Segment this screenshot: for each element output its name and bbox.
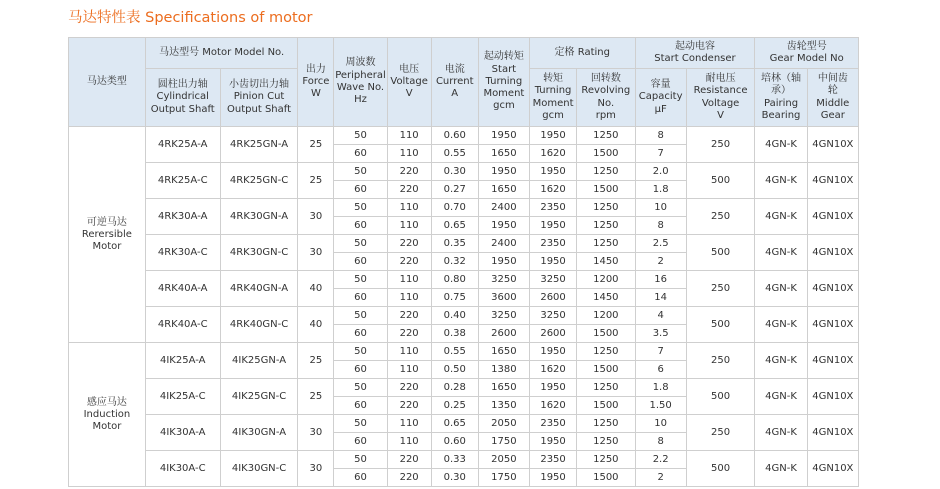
current-value: 0.50 xyxy=(431,361,478,379)
turning-moment-value: 1950 xyxy=(530,253,577,271)
start-moment-value: 1750 xyxy=(478,433,529,451)
table-row xyxy=(69,343,859,361)
turning-moment-value: 1620 xyxy=(530,181,577,199)
start-moment-value: 2050 xyxy=(478,415,529,433)
current-value: 0.25 xyxy=(431,397,478,415)
start-moment-value: 1950 xyxy=(478,163,529,181)
table-header xyxy=(69,38,859,127)
turning-moment-value: 2350 xyxy=(530,451,577,469)
current-value: 0.55 xyxy=(431,343,478,361)
start-moment-value: 3250 xyxy=(478,271,529,289)
wave-value: 60 xyxy=(334,253,387,271)
current-value: 0.28 xyxy=(431,379,478,397)
current-value: 0.65 xyxy=(431,217,478,235)
table-row xyxy=(69,271,859,289)
cylindrical-model: 4RK40A-A xyxy=(145,271,220,307)
revolving-value: 1250 xyxy=(577,415,635,433)
resistance-voltage-value: 250 xyxy=(686,127,755,163)
current-value: 0.33 xyxy=(431,451,478,469)
resistance-voltage-value: 500 xyxy=(686,307,755,343)
wave-value: 50 xyxy=(334,163,387,181)
turning-moment-value: 1950 xyxy=(530,433,577,451)
turning-moment-value: 3250 xyxy=(530,307,577,325)
voltage-value: 220 xyxy=(387,307,431,325)
revolving-value: 1200 xyxy=(577,271,635,289)
start-moment-value: 1650 xyxy=(478,343,529,361)
start-moment-value: 1650 xyxy=(478,145,529,163)
pairing-bearing-value: 4GN-K xyxy=(755,451,807,487)
voltage-value: 220 xyxy=(387,163,431,181)
resistance-voltage-value: 500 xyxy=(686,451,755,487)
voltage-value: 220 xyxy=(387,325,431,343)
turning-moment-value: 1620 xyxy=(530,397,577,415)
voltage-value: 110 xyxy=(387,415,431,433)
voltage-value: 220 xyxy=(387,253,431,271)
start-moment-value: 1350 xyxy=(478,397,529,415)
start-moment-value: 3600 xyxy=(478,289,529,307)
motor-type-label: 感应马达 Induction Motor xyxy=(69,343,146,487)
turning-moment-value: 1950 xyxy=(530,217,577,235)
capacity-value: 1.8 xyxy=(635,379,686,397)
wave-value: 60 xyxy=(334,325,387,343)
capacity-value: 1.8 xyxy=(635,181,686,199)
current-value: 0.40 xyxy=(431,307,478,325)
header-wave: 周波数 Peripheral Wave No. Hz xyxy=(334,38,387,127)
voltage-value: 110 xyxy=(387,199,431,217)
voltage-value: 110 xyxy=(387,343,431,361)
middle-gear-value: 4GN10X xyxy=(807,235,858,271)
wave-value: 50 xyxy=(334,415,387,433)
header-pairing-bearing: 培林（轴 承） Pairing Bearing xyxy=(755,69,807,127)
header-start-moment: 起动转矩 Start Turning Moment gcm xyxy=(478,38,529,127)
header-force: 出力 Force W xyxy=(298,38,334,127)
current-value: 0.35 xyxy=(431,235,478,253)
start-moment-value: 2400 xyxy=(478,235,529,253)
force-value: 40 xyxy=(298,271,334,307)
pairing-bearing-value: 4GN-K xyxy=(755,343,807,379)
table-row xyxy=(69,379,859,397)
capacity-value: 2 xyxy=(635,469,686,487)
pinion-model: 4IK25GN-C xyxy=(220,379,298,415)
spec-table xyxy=(68,37,859,487)
start-moment-value: 1950 xyxy=(478,127,529,145)
resistance-voltage-value: 250 xyxy=(686,199,755,235)
capacity-value: 6 xyxy=(635,361,686,379)
force-value: 25 xyxy=(298,343,334,379)
header-rating: 定格 Rating xyxy=(530,38,636,69)
voltage-value: 110 xyxy=(387,289,431,307)
capacity-value: 10 xyxy=(635,415,686,433)
pairing-bearing-value: 4GN-K xyxy=(755,271,807,307)
revolving-value: 1500 xyxy=(577,181,635,199)
pinion-model: 4RK30GN-C xyxy=(220,235,298,271)
current-value: 0.80 xyxy=(431,271,478,289)
table-row xyxy=(69,451,859,469)
start-moment-value: 3250 xyxy=(478,307,529,325)
current-value: 0.55 xyxy=(431,145,478,163)
middle-gear-value: 4GN10X xyxy=(807,271,858,307)
capacity-value: 2.2 xyxy=(635,451,686,469)
start-moment-value: 1950 xyxy=(478,253,529,271)
resistance-voltage-value: 250 xyxy=(686,343,755,379)
voltage-value: 220 xyxy=(387,451,431,469)
resistance-voltage-value: 500 xyxy=(686,235,755,271)
capacity-value: 7 xyxy=(635,145,686,163)
wave-value: 60 xyxy=(334,397,387,415)
header-pinion-shaft: 小齿切出力轴 Pinion Cut Output Shaft xyxy=(220,69,298,127)
revolving-value: 1500 xyxy=(577,361,635,379)
table-row xyxy=(69,199,859,217)
turning-moment-value: 1620 xyxy=(530,361,577,379)
wave-value: 50 xyxy=(334,451,387,469)
wave-value: 50 xyxy=(334,271,387,289)
start-moment-value: 1650 xyxy=(478,181,529,199)
current-value: 0.30 xyxy=(431,163,478,181)
middle-gear-value: 4GN10X xyxy=(807,379,858,415)
capacity-value: 8 xyxy=(635,433,686,451)
turning-moment-value: 3250 xyxy=(530,271,577,289)
middle-gear-value: 4GN10X xyxy=(807,199,858,235)
force-value: 30 xyxy=(298,451,334,487)
pairing-bearing-value: 4GN-K xyxy=(755,415,807,451)
turning-moment-value: 1950 xyxy=(530,163,577,181)
pinion-model: 4IK30GN-C xyxy=(220,451,298,487)
pinion-model: 4RK40GN-A xyxy=(220,271,298,307)
table-row xyxy=(69,235,859,253)
cylindrical-model: 4IK30A-A xyxy=(145,415,220,451)
current-value: 0.38 xyxy=(431,325,478,343)
start-moment-value: 1750 xyxy=(478,469,529,487)
cylindrical-model: 4IK30A-C xyxy=(145,451,220,487)
force-value: 25 xyxy=(298,379,334,415)
cylindrical-model: 4RK25A-C xyxy=(145,163,220,199)
start-moment-value: 2050 xyxy=(478,451,529,469)
start-moment-value: 2600 xyxy=(478,325,529,343)
turning-moment-value: 2600 xyxy=(530,289,577,307)
table-row xyxy=(69,307,859,325)
turning-moment-value: 1950 xyxy=(530,469,577,487)
wave-value: 50 xyxy=(334,199,387,217)
header-middle-gear: 中间齿 轮 Middle Gear xyxy=(807,69,858,127)
capacity-value: 4 xyxy=(635,307,686,325)
revolving-value: 1250 xyxy=(577,199,635,217)
capacity-value: 3.5 xyxy=(635,325,686,343)
header-revolving: 回转数 Revolving No. rpm xyxy=(577,69,635,127)
capacity-value: 8 xyxy=(635,127,686,145)
voltage-value: 110 xyxy=(387,127,431,145)
revolving-value: 1200 xyxy=(577,307,635,325)
middle-gear-value: 4GN10X xyxy=(807,415,858,451)
middle-gear-value: 4GN10X xyxy=(807,307,858,343)
header-cylindrical-shaft: 圆柱出力轴 Cylindrical Output Shaft xyxy=(145,69,220,127)
resistance-voltage-value: 250 xyxy=(686,271,755,307)
voltage-value: 220 xyxy=(387,235,431,253)
cylindrical-model: 4IK25A-A xyxy=(145,343,220,379)
cylindrical-model: 4IK25A-C xyxy=(145,379,220,415)
cylindrical-model: 4RK30A-A xyxy=(145,199,220,235)
capacity-value: 2.0 xyxy=(635,163,686,181)
revolving-value: 1250 xyxy=(577,235,635,253)
cylindrical-model: 4RK25A-A xyxy=(145,127,220,163)
revolving-value: 1500 xyxy=(577,397,635,415)
turning-moment-value: 1950 xyxy=(530,379,577,397)
wave-value: 60 xyxy=(334,469,387,487)
wave-value: 60 xyxy=(334,145,387,163)
table-row xyxy=(69,163,859,181)
revolving-value: 1450 xyxy=(577,253,635,271)
pinion-model: 4RK25GN-A xyxy=(220,127,298,163)
force-value: 30 xyxy=(298,235,334,271)
header-current: 电流 Current A xyxy=(431,38,478,127)
middle-gear-value: 4GN10X xyxy=(807,127,858,163)
header-voltage: 电压 Voltage V xyxy=(387,38,431,127)
current-value: 0.32 xyxy=(431,253,478,271)
wave-value: 60 xyxy=(334,361,387,379)
pairing-bearing-value: 4GN-K xyxy=(755,199,807,235)
voltage-value: 110 xyxy=(387,271,431,289)
current-value: 0.70 xyxy=(431,199,478,217)
revolving-value: 1250 xyxy=(577,163,635,181)
wave-value: 50 xyxy=(334,127,387,145)
start-moment-value: 1950 xyxy=(478,217,529,235)
wave-value: 60 xyxy=(334,289,387,307)
pinion-model: 4RK30GN-A xyxy=(220,199,298,235)
header-motor-model: 马达型号 Motor Model No. xyxy=(145,38,298,69)
header-resistance-voltage: 耐电压 Resistance Voltage V xyxy=(686,69,755,127)
force-value: 30 xyxy=(298,415,334,451)
header-motor-type: 马达类型 xyxy=(69,38,146,127)
current-value: 0.60 xyxy=(431,433,478,451)
revolving-value: 1250 xyxy=(577,217,635,235)
cylindrical-model: 4RK30A-C xyxy=(145,235,220,271)
middle-gear-value: 4GN10X xyxy=(807,451,858,487)
pairing-bearing-value: 4GN-K xyxy=(755,235,807,271)
voltage-value: 110 xyxy=(387,217,431,235)
force-value: 25 xyxy=(298,127,334,163)
turning-moment-value: 2600 xyxy=(530,325,577,343)
pinion-model: 4RK25GN-C xyxy=(220,163,298,199)
revolving-value: 1250 xyxy=(577,451,635,469)
voltage-value: 110 xyxy=(387,145,431,163)
page-title: 马达特性表 Specifications of motor xyxy=(68,10,313,26)
capacity-value: 16 xyxy=(635,271,686,289)
current-value: 0.30 xyxy=(431,469,478,487)
voltage-value: 220 xyxy=(387,469,431,487)
start-moment-value: 1650 xyxy=(478,379,529,397)
revolving-value: 1250 xyxy=(577,343,635,361)
pinion-model: 4IK30GN-A xyxy=(220,415,298,451)
revolving-value: 1500 xyxy=(577,145,635,163)
wave-value: 60 xyxy=(334,217,387,235)
revolving-value: 1250 xyxy=(577,433,635,451)
wave-value: 60 xyxy=(334,433,387,451)
voltage-value: 220 xyxy=(387,397,431,415)
table-row xyxy=(69,127,859,145)
turning-moment-value: 2350 xyxy=(530,199,577,217)
force-value: 40 xyxy=(298,307,334,343)
resistance-voltage-value: 500 xyxy=(686,379,755,415)
start-moment-value: 1380 xyxy=(478,361,529,379)
wave-value: 50 xyxy=(334,235,387,253)
capacity-value: 14 xyxy=(635,289,686,307)
motor-type-label: 可逆马达 Rerersible Motor xyxy=(69,127,146,343)
turning-moment-value: 2350 xyxy=(530,235,577,253)
pairing-bearing-value: 4GN-K xyxy=(755,379,807,415)
table-body xyxy=(69,127,859,487)
wave-value: 50 xyxy=(334,379,387,397)
force-value: 30 xyxy=(298,199,334,235)
revolving-value: 1500 xyxy=(577,325,635,343)
turning-moment-value: 2350 xyxy=(530,415,577,433)
turning-moment-value: 1620 xyxy=(530,145,577,163)
turning-moment-value: 1950 xyxy=(530,127,577,145)
capacity-value: 2 xyxy=(635,253,686,271)
wave-value: 60 xyxy=(334,181,387,199)
middle-gear-value: 4GN10X xyxy=(807,163,858,199)
current-value: 0.60 xyxy=(431,127,478,145)
turning-moment-value: 1950 xyxy=(530,343,577,361)
voltage-value: 220 xyxy=(387,181,431,199)
pairing-bearing-value: 4GN-K xyxy=(755,127,807,163)
force-value: 25 xyxy=(298,163,334,199)
header-gear-model: 齿轮型号 Gear Model No xyxy=(755,38,859,69)
current-value: 0.65 xyxy=(431,415,478,433)
middle-gear-value: 4GN10X xyxy=(807,343,858,379)
wave-value: 50 xyxy=(334,307,387,325)
pairing-bearing-value: 4GN-K xyxy=(755,163,807,199)
resistance-voltage-value: 250 xyxy=(686,415,755,451)
header-start-condenser: 起动电容 Start Condenser xyxy=(635,38,755,69)
resistance-voltage-value: 500 xyxy=(686,163,755,199)
voltage-value: 110 xyxy=(387,361,431,379)
voltage-value: 110 xyxy=(387,433,431,451)
table-row xyxy=(69,415,859,433)
pinion-model: 4IK25GN-A xyxy=(220,343,298,379)
wave-value: 50 xyxy=(334,343,387,361)
revolving-value: 1500 xyxy=(577,469,635,487)
cylindrical-model: 4RK40A-C xyxy=(145,307,220,343)
pairing-bearing-value: 4GN-K xyxy=(755,307,807,343)
voltage-value: 220 xyxy=(387,379,431,397)
revolving-value: 1250 xyxy=(577,127,635,145)
pinion-model: 4RK40GN-C xyxy=(220,307,298,343)
revolving-value: 1250 xyxy=(577,379,635,397)
revolving-value: 1450 xyxy=(577,289,635,307)
capacity-value: 2.5 xyxy=(635,235,686,253)
header-capacity: 容量 Capacity μF xyxy=(635,69,686,127)
capacity-value: 7 xyxy=(635,343,686,361)
capacity-value: 1.50 xyxy=(635,397,686,415)
current-value: 0.27 xyxy=(431,181,478,199)
capacity-value: 8 xyxy=(635,217,686,235)
capacity-value: 10 xyxy=(635,199,686,217)
start-moment-value: 2400 xyxy=(478,199,529,217)
current-value: 0.75 xyxy=(431,289,478,307)
header-turning-moment: 转矩 Turning Moment gcm xyxy=(530,69,577,127)
